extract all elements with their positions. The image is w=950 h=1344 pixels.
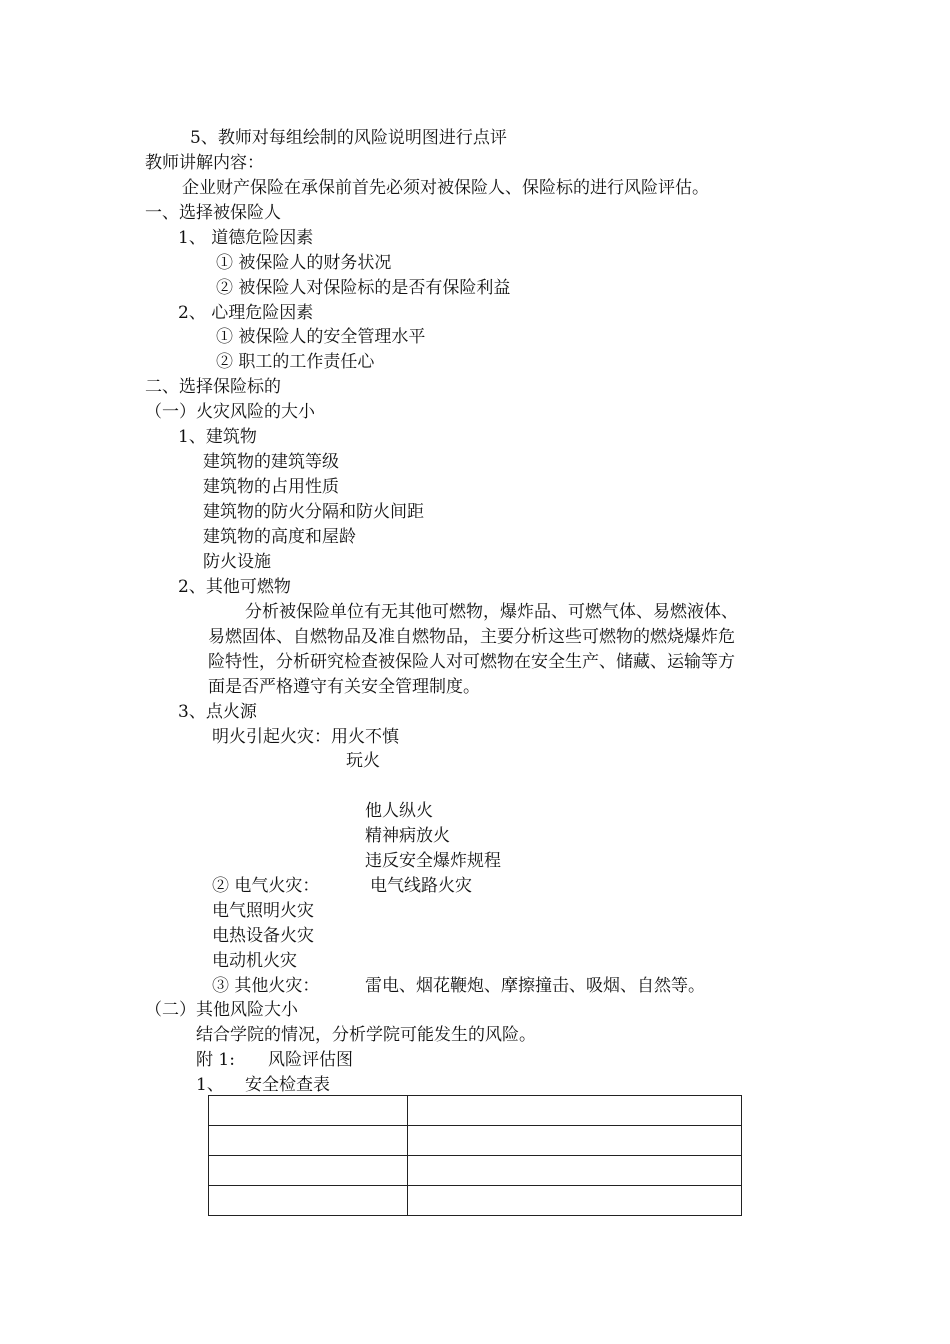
safety-checklist-table bbox=[208, 1095, 742, 1216]
other-fire-label: ③ 其他火灾： bbox=[212, 976, 320, 996]
fire-risk-heading: （一）火灾风险的大小 bbox=[145, 402, 315, 422]
electrical-fire-item-3: 电热设备火灾 bbox=[212, 926, 314, 946]
table-row bbox=[209, 1186, 742, 1216]
other-fire-list: 雷电、烟花鞭炮、摩擦撞击、吸烟、自然等。 bbox=[365, 976, 705, 996]
table-cell bbox=[408, 1156, 742, 1186]
lecture-title: 教师讲解内容： bbox=[145, 153, 264, 173]
psych-risk-heading: 2、 心理危险因素 bbox=[178, 303, 314, 323]
psych-risk-item-1: ① 被保险人的安全管理水平 bbox=[216, 327, 426, 347]
other-risk-heading: （二）其他风险大小 bbox=[145, 1000, 298, 1020]
appendix-label: 附 1: bbox=[196, 1050, 235, 1070]
section-2-heading: 二、选择保险标的 bbox=[145, 377, 281, 397]
open-fire-item-3: 他人纵火 bbox=[365, 801, 433, 821]
combustibles-para-line-4: 面是否严格遵守有关安全管理制度。 bbox=[208, 677, 480, 697]
table-cell bbox=[209, 1156, 408, 1186]
other-risk-text: 结合学院的情况，分析学院可能发生的风险。 bbox=[196, 1025, 536, 1045]
combustibles-para-line-3: 险特性，分析研究检查被保险人对可燃物在安全生产、储藏、运输等方 bbox=[208, 652, 735, 672]
open-fire-item-4: 精神病放火 bbox=[365, 826, 450, 846]
moral-risk-heading: 1、 道德危险因素 bbox=[178, 228, 314, 248]
table-cell bbox=[209, 1096, 408, 1126]
table-cell bbox=[408, 1096, 742, 1126]
item-1-title: 安全检查表 bbox=[245, 1075, 330, 1095]
electrical-fire-label: ② 电气火灾： bbox=[212, 876, 320, 896]
combustibles-heading: 2、其他可燃物 bbox=[178, 577, 291, 597]
table-row bbox=[209, 1156, 742, 1186]
open-fire-line: 明火引起火灾：用火不慎 bbox=[212, 727, 399, 747]
building-item-3: 建筑物的防火分隔和防火间距 bbox=[203, 502, 424, 522]
intro-paragraph: 企业财产保险在承保前首先必须对被保险人、保险标的进行风险评估。 bbox=[182, 178, 709, 198]
section-1-heading: 一、选择被保险人 bbox=[145, 203, 281, 223]
building-item-4: 建筑物的高度和屋龄 bbox=[203, 527, 356, 547]
building-item-2: 建筑物的占用性质 bbox=[203, 477, 339, 497]
ignition-heading: 3、点火源 bbox=[178, 702, 257, 722]
table-row bbox=[209, 1126, 742, 1156]
moral-risk-item-1: ① 被保险人的财务状况 bbox=[216, 253, 392, 273]
electrical-fire-item-4: 电动机火灾 bbox=[212, 951, 297, 971]
table-row bbox=[209, 1096, 742, 1126]
table-cell bbox=[408, 1186, 742, 1216]
table-cell bbox=[209, 1186, 408, 1216]
combustibles-para-line-1: 分析被保险单位有无其他可燃物，爆炸品、可燃气体、易燃液体、 bbox=[245, 602, 738, 622]
table-cell bbox=[209, 1126, 408, 1156]
psych-risk-item-2: ② 职工的工作责任心 bbox=[216, 352, 375, 372]
step5-line: 5、教师对每组绘制的风险说明图进行点评 bbox=[190, 128, 507, 148]
buildings-heading: 1、建筑物 bbox=[178, 427, 257, 447]
item-1-number: 1、 bbox=[196, 1075, 224, 1095]
building-item-5: 防火设施 bbox=[203, 552, 271, 572]
combustibles-para-line-2: 易燃固体、自燃物品及准自燃物品，主要分析这些可燃物的燃烧爆炸危 bbox=[208, 627, 735, 647]
moral-risk-item-2: ② 被保险人对保险标的是否有保险利益 bbox=[216, 278, 511, 298]
building-item-1: 建筑物的建筑等级 bbox=[203, 452, 339, 472]
table-cell bbox=[408, 1126, 742, 1156]
electrical-fire-item-2: 电气照明火灾 bbox=[212, 901, 314, 921]
open-fire-item-2: 玩火 bbox=[346, 751, 380, 771]
appendix-title: 风险评估图 bbox=[268, 1050, 353, 1070]
electrical-fire-item-1: 电气线路火灾 bbox=[370, 876, 472, 896]
open-fire-item-5: 违反安全爆炸规程 bbox=[365, 851, 501, 871]
